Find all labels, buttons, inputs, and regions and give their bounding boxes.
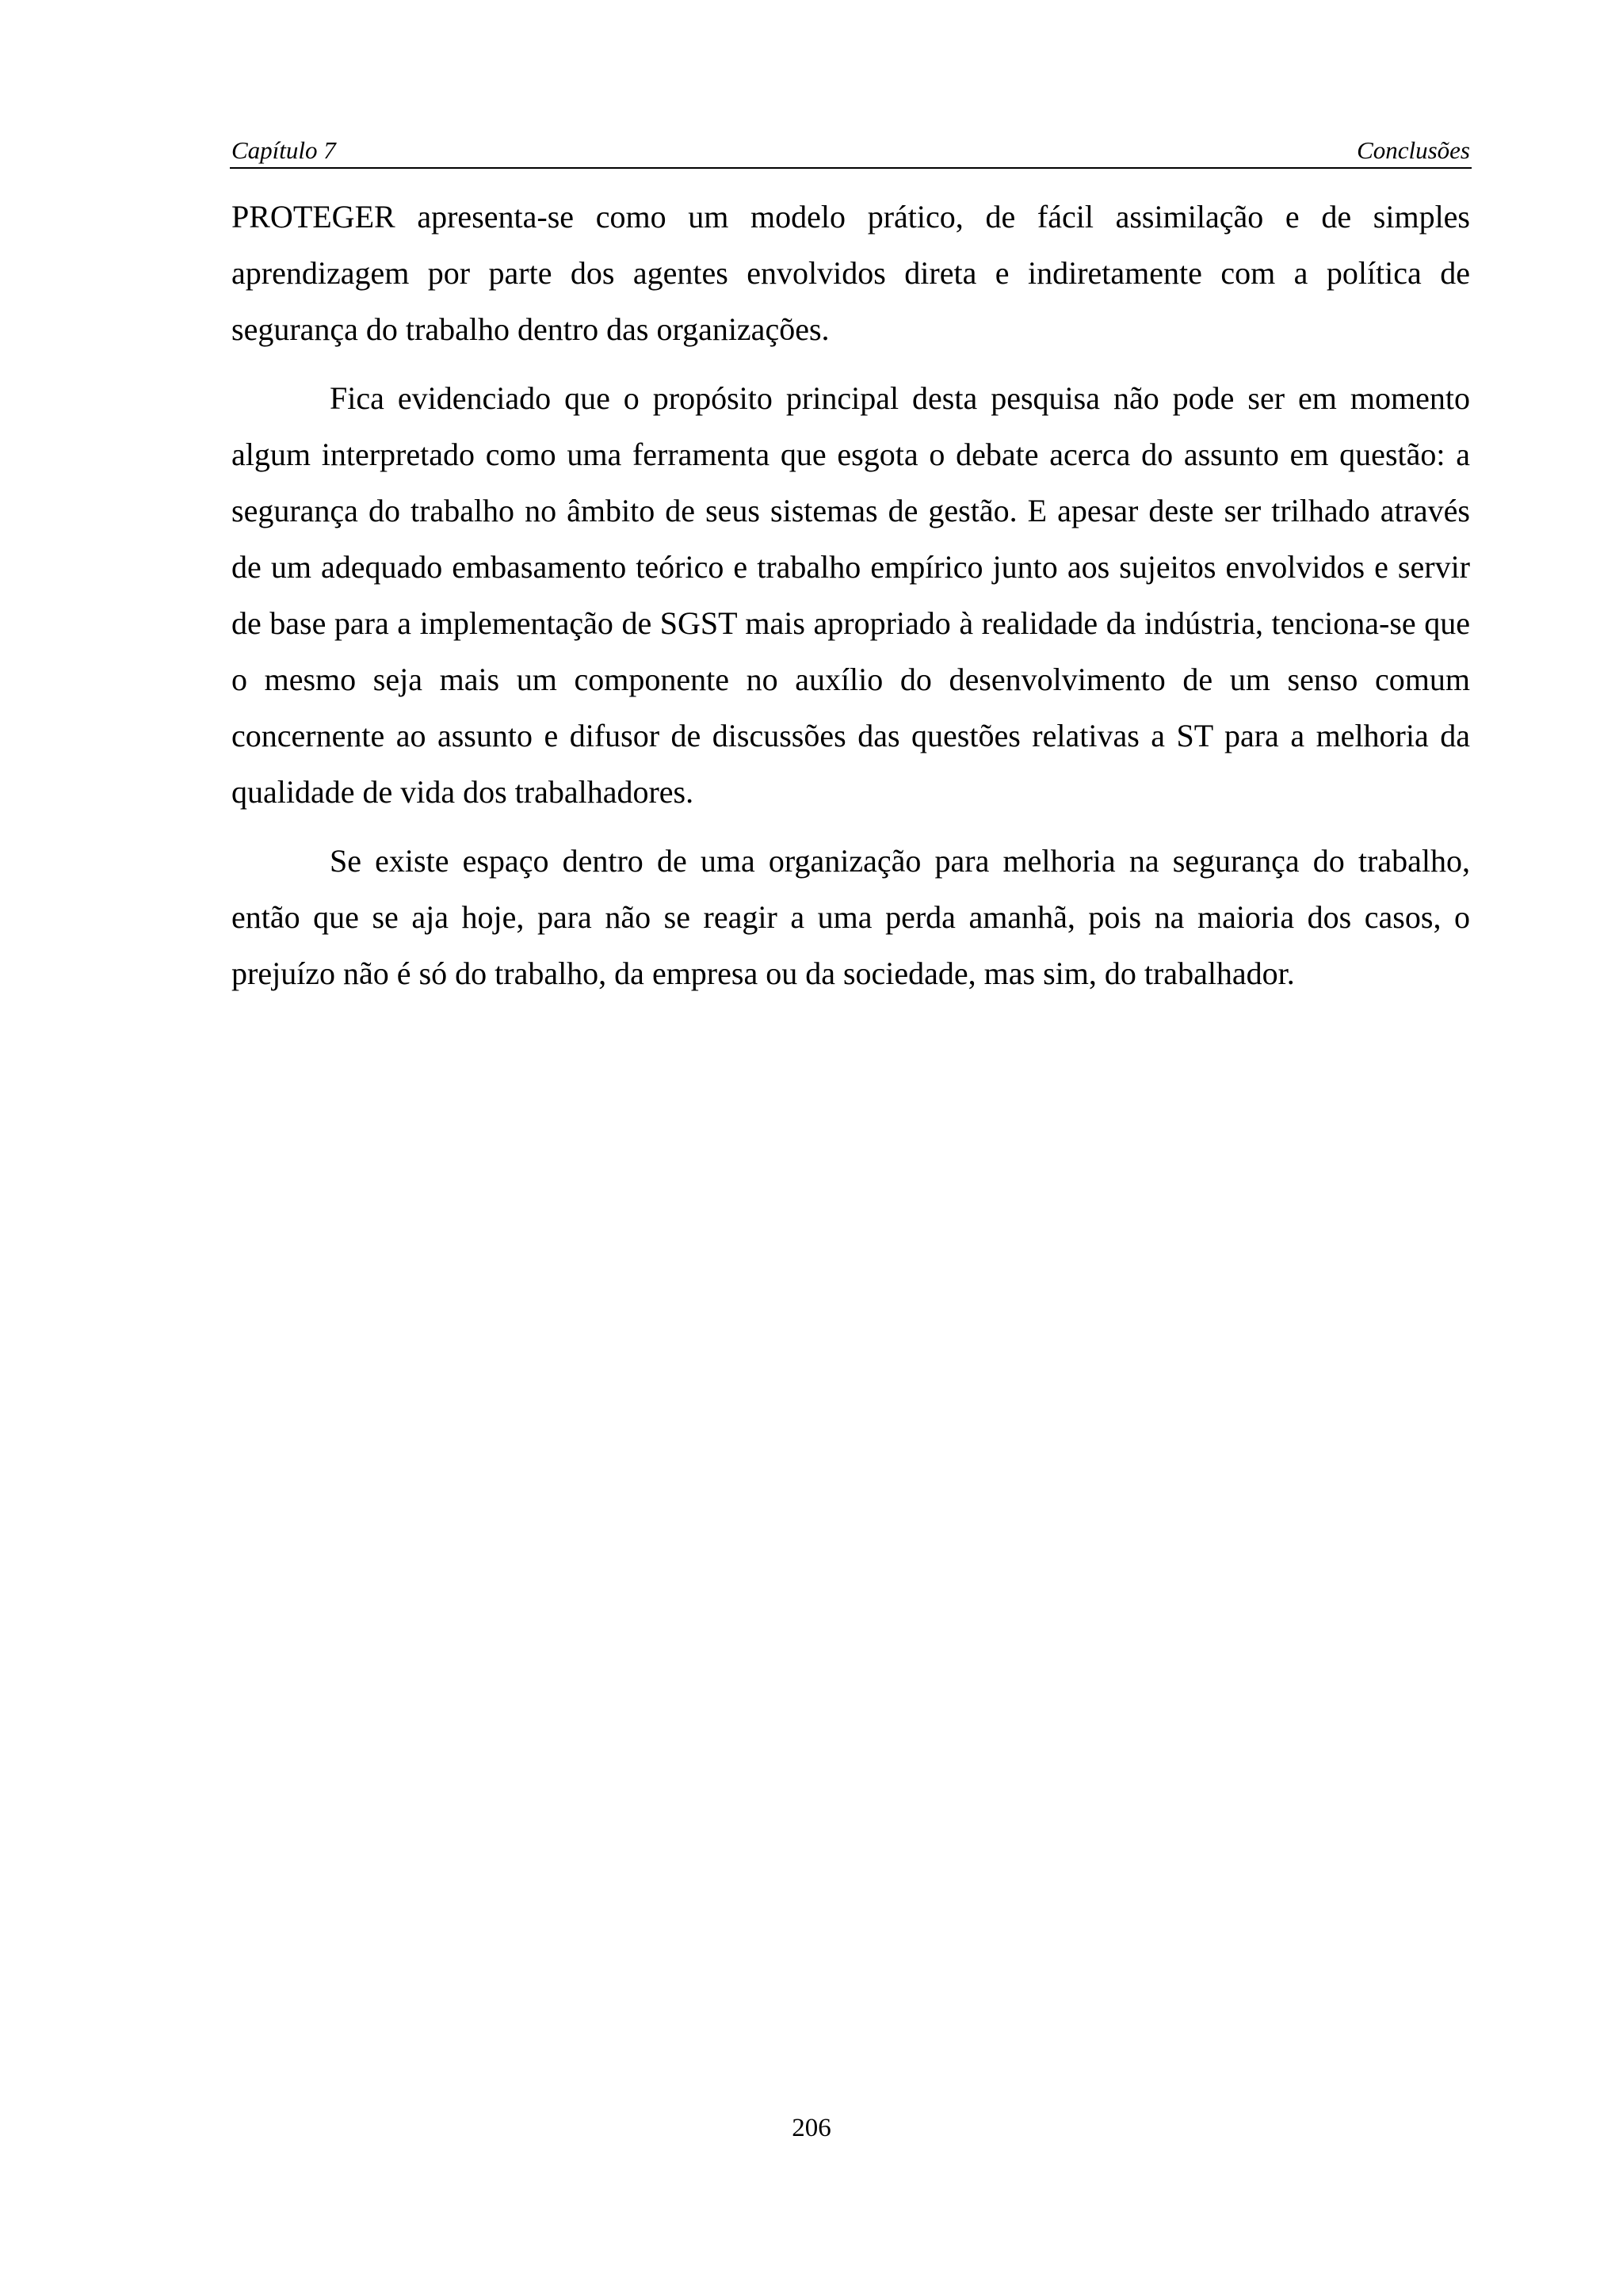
- running-header: [230, 133, 1472, 168]
- paragraph-1: PROTEGER apresenta-se como um modelo prático, de fácil assimilação e de simples aprendizagem por parte dos agentes envolvidos direta e indiretamente com a política de segurança do trabalho dentro das organizações.: [231, 199, 1470, 347]
- header-rule: [230, 167, 1472, 169]
- body-text: [231, 189, 1470, 1014]
- paragraph-2: Fica evidenciado que o propósito principal desta pesquisa não pode ser em momento algum interpretado como uma ferramenta que esgota o debate acerca do assunto em questão: a segurança do trabalho no âmbito de seus sistemas de gestão. E apesar deste ser trilhado através de um adequado embasamento teórico e trabalho empírico junto aos sujeitos envolvidos e servir de base para a implementação de SGST mais apropriado à realidade da indústria, tenciona-se que o mesmo seja mais um componente no auxílio do desenvolvimento de um senso comum concernente ao assunto e difusor de discussões das questões relativas a ST para a melhoria da qualidade de vida dos trabalhadores.: [231, 380, 1470, 810]
- section-label: Conclusões: [1357, 136, 1470, 164]
- page-number: 206: [792, 2114, 831, 2142]
- chapter-label: Capítulo 7: [231, 136, 336, 164]
- paragraph-3: Se existe espaço dentro de uma organização para melhoria na segurança do trabalho, então que se aja hoje, para não se reagir a uma perda amanhã, pois na maioria dos casos, o prejuízo não é só do trabalho, da empresa ou da sociedade, mas sim, do trabalhador.: [231, 843, 1470, 991]
